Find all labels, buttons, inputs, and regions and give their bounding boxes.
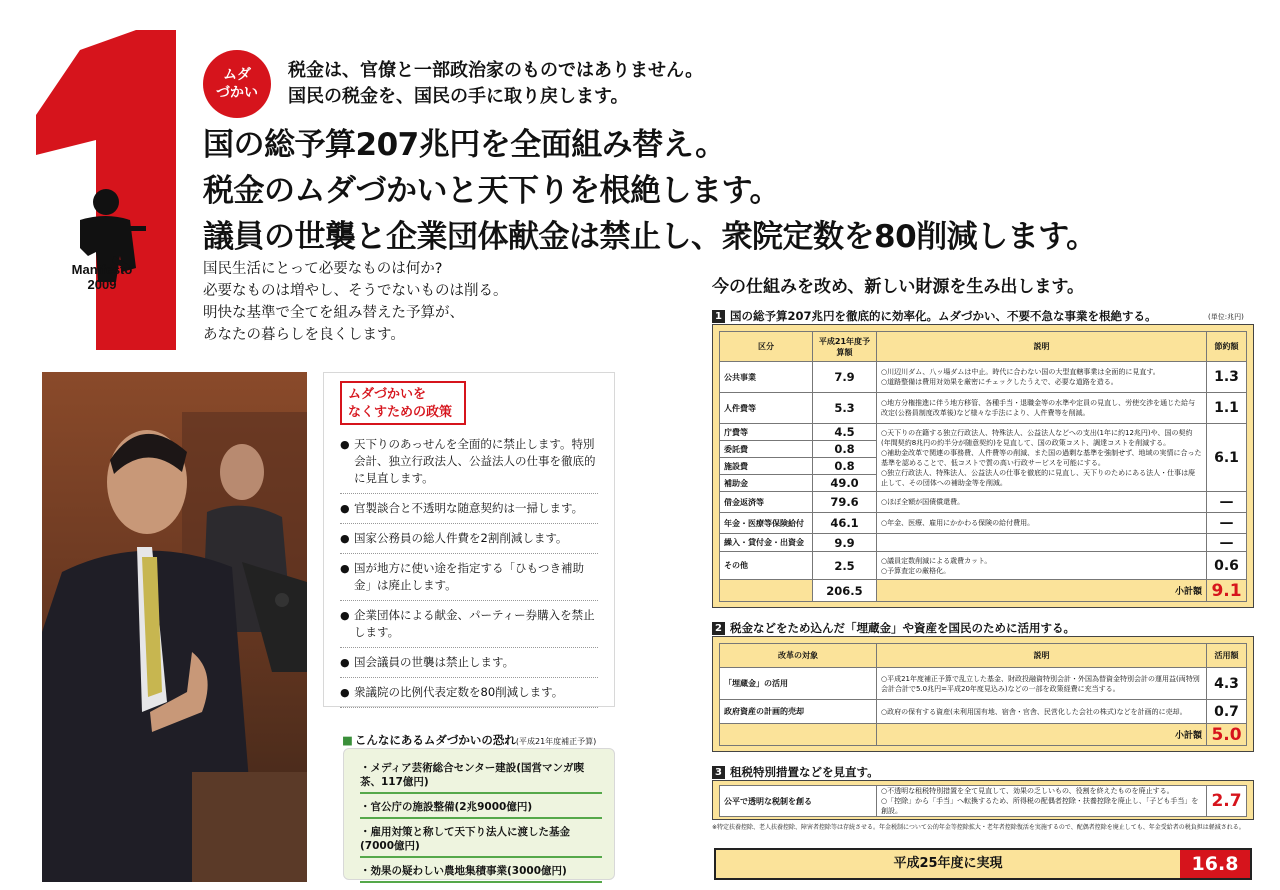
table-row: 借金返済等 79.6 ○ほぼ全額が国債償還費。 — — [720, 492, 1247, 513]
total-budget: 206.5 — [813, 580, 877, 602]
section1-number: 1 — [712, 310, 725, 323]
table-row: 繰入・貸付金・出資金 9.9 — — [720, 534, 1247, 552]
table-row: 公共事業 7.9 ○川辺川ダム、八ッ場ダムは中止。時代に合わない国の大型直轄事業は全面的に見直す。 ○道路整備は費用対効果を厳密にチェックしたうえで、必要な道路を造る。 1.3 — [720, 362, 1247, 393]
waste-examples-box — [343, 748, 615, 880]
result-label: 平成25年度に実現 — [716, 850, 1180, 878]
policy-title: ムダづかいを なくすための政策 — [340, 381, 466, 425]
col-header-category: 区分 — [720, 332, 813, 362]
section-heading: 今の仕組みを改め、新しい財源を生み出します。 — [712, 277, 1084, 297]
waste-example-item: ・メディア芸術総合センター建設(国営マンガ喫茶、117億円) — [360, 759, 602, 794]
table-row: その他 2.5 ○議員定数削減による歳費カット。 ○予算査定の厳格化。 0.6 — [720, 552, 1247, 580]
speaker-photo — [42, 372, 307, 882]
policy-item: ● 国会議員の世襲は禁止します。 — [340, 654, 598, 678]
section2-title: 2 税金などをため込んだ「埋蔵金」や資産を国民のために活用する。 — [712, 620, 1075, 636]
page-headline: 国の総予算207兆円を全面組み替え。 税金のムダづかいと天下りを根絶します。 議員の世襲と企業団体献金は禁止し、衆院定数を80削減します。 — [203, 127, 1097, 255]
tax-table — [719, 785, 1247, 817]
footnote: ※特定扶養控除、老人扶養控除、障害者控除等は存続させる。年金税制について公的年金等控除拡大・老年者控除復活を実施するので、配偶者控除を廃止しても、年金受給者の税負担は軽減される。 — [712, 824, 1245, 831]
table-row: 庁費等 4.5 ○天下りの在籍する独立行政法人、特殊法人、公益法人などへの支出(1年に約12兆円)や、国の契約(年間契約8兆円の約半分が随意契約)を見直して、国の政策コスト、調達コストを削減する。 ○補助金改革で関連の事務費、人件費等の削減、また国の過剰な基準を強制せず、地域の実情に合った基準を認めることで、低コストで質の高い行政サービスを可能にする。 ○独立行政法人、特殊法人、公益法人の仕事を徹底的に見直し、天下りのためにある法人・仕事は廃止して、その団体への補助金等を削減。 6.1 — [720, 424, 1247, 441]
section1-title: 1 国の総予算207兆円を徹底的に効率化。ムダづかい、不要不急な事業を根絶する。 — [712, 308, 1157, 324]
section2-table-frame — [712, 636, 1254, 752]
section3-title: 3 租税特別措置などを見直す。 — [712, 764, 879, 780]
result-bar — [714, 848, 1252, 880]
table-row: 補助金 49.0 — [720, 475, 1247, 492]
table-row: 年金・医療等保険給付 46.1 ○年金、医療、雇用にかかわる保険の給付費用。 — — [720, 513, 1247, 534]
col-header-desc: 説明 — [877, 332, 1207, 362]
col-header-budget: 平成21年度予算額 — [813, 332, 877, 362]
section1-table-frame — [712, 324, 1254, 608]
policy-item: ● 衆議院の比例代表定数を80削減します。 — [340, 684, 598, 708]
col-header-target: 改革の対象 — [720, 644, 877, 668]
col-header-amount: 活用額 — [1207, 644, 1247, 668]
subtotal-label: 小計額 — [877, 724, 1207, 746]
section3-table-frame — [712, 780, 1254, 820]
waste-examples-title: ■ こんなにあるムダづかいの恐れ(平成21年度補正予算) — [342, 733, 597, 747]
col-header-desc: 説明 — [877, 644, 1207, 668]
reserve-table — [719, 643, 1247, 746]
policy-item: ● 官製談合と不透明な随意契約は一掃します。 — [340, 500, 598, 524]
subtotal-row — [720, 580, 1247, 602]
unit-label: (単位:兆円) — [1208, 313, 1244, 321]
subtotal-label: 小計額 — [877, 580, 1207, 602]
table-row: 公平で透明な税制を創る ○不透明な租税特別措置を全て見直して、効果の乏しいもの、役割を終えたものを廃止する。 ○「控除」から「手当」へ転換するため、所得税の配偶者控除・扶養控除を廃止し、「子ども手当」を創設。 2.7 — [720, 786, 1247, 817]
section2-number: 2 — [712, 622, 725, 635]
col-header-saving: 節約額 — [1207, 332, 1247, 362]
table-row: 委託費 0.8 — [720, 441, 1247, 458]
manifesto-label: Manifesto 2009 — [71, 262, 133, 292]
subtotal-value: 9.1 — [1207, 580, 1247, 602]
subtotal-value: 5.0 — [1207, 724, 1247, 746]
subtotal-row — [720, 724, 1247, 746]
policy-item: ● 天下りのあっせんを全面的に禁止します。特別会計、独立行政法人、公益法人の仕事を徹底的に見直します。 — [340, 436, 598, 494]
policy-list — [340, 436, 598, 714]
tagline: 税金は、官僚と一部政治家のものではありません。 国民の税金を、国民の手に取り戻します。 — [288, 60, 704, 107]
green-square-icon: ■ — [342, 733, 353, 747]
waste-example-item: ・雇用対策と称して天下り法人に渡した基金(7000億円) — [360, 823, 602, 858]
table-row: 施設費 0.8 — [720, 458, 1247, 475]
policy-item: ● 企業団体による献金、パーティー券購入を禁止します。 — [340, 607, 598, 648]
budget-table — [719, 331, 1247, 602]
policy-item: ● 国家公務員の総人件費を2割削減します。 — [340, 530, 598, 554]
section3-number: 3 — [712, 766, 725, 779]
waste-example-item: ・官公庁の施設整備(2兆9000億円) — [360, 798, 602, 819]
table-row: 人件費等 5.3 ○地方分権推進に伴う地方移管、各種手当・退職金等の水準や定員の見直し、労使交渉を通じた給与改定(公務員制度改革後)など様々な手法により、人件費等を削減。 1.1 — [720, 393, 1247, 424]
result-value: 16.8 — [1180, 850, 1250, 878]
intro-text: 国民生活にとって必要なものは何か? 必要なものは増やし、そうでないものは削る。 明快な基準で全てを組み替えた予算が、 あなたの暮らしを良くします。 — [203, 261, 508, 343]
table-row: 「埋蔵金」の活用 ○平成21年度補正予算で乱立した基金、財政投融資特別会計・外国為替資金特別会計の運用益(両特別会計合計で5.0兆円=平成20年度見込み)などの一部を政策経費に充当する。 4.3 — [720, 668, 1247, 700]
muda-badge: ムダ づかい — [203, 50, 271, 118]
policy-item: ● 国が地方に使い途を指定する「ひもつき補助金」は廃止します。 — [340, 560, 598, 601]
big-number-one-graphic — [18, 20, 178, 350]
waste-example-item: ・効果の疑わしい農地集積事業(3000億円) — [360, 862, 602, 883]
table-row: 政府資産の計画的売却 ○政府の保有する資産(未利用国有地、宿舎・官舎、民営化した会社の株式)などを計画的に売却。 0.7 — [720, 700, 1247, 724]
